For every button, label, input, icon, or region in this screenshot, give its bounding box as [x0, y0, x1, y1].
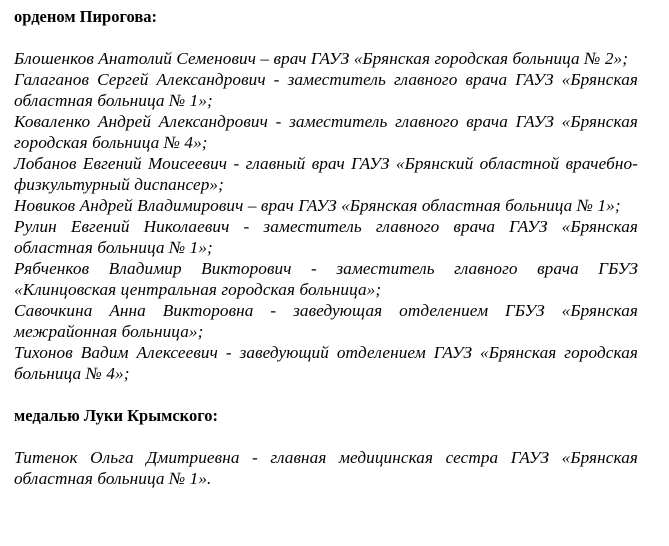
section-heading-pirogov-order: орденом Пирогова:: [14, 7, 158, 26]
list-item: Лобанов Евгений Моисеевич - главный врач ГАУЗ «Брянский областной врачебно-физкультурный диспансер»;: [14, 154, 638, 194]
award-list-pirogov-order: [14, 48, 638, 384]
spacer: [14, 384, 638, 405]
section-heading-luka-medal: медалью Луки Крымского:: [14, 406, 219, 425]
list-item: Новиков Андрей Владимирович – врач ГАУЗ «Брянская областная больница № 1»;: [14, 196, 621, 215]
list-item: Тихонов Вадим Алексеевич - заведующий отделением ГАУЗ «Брянская городская больница № 4»;: [14, 343, 638, 383]
spacer: [14, 27, 638, 48]
award-list-luka-medal: [14, 447, 638, 489]
document-body: [14, 0, 638, 489]
spacer: [14, 426, 638, 447]
list-item: Титенок Ольга Дмитриевна - главная медицинская сестра ГАУЗ «Брянская областная больница № 1».: [14, 448, 638, 488]
list-item: Блошенков Анатолий Семенович – врач ГАУЗ «Брянская городская больница № 2»;: [14, 49, 629, 68]
list-item: Рулин Евгений Николаевич - заместитель главного врача ГАУЗ «Брянская областная больница № 1»;: [14, 217, 638, 257]
list-item: Коваленко Андрей Александрович - заместитель главного врача ГАУЗ «Брянская городская больница № 4»;: [14, 112, 638, 152]
list-item: Рябченков Владимир Викторович - заместитель главного врача ГБУЗ «Клинцовская центральная городская больница»;: [14, 259, 638, 299]
list-item: Галаганов Сергей Александрович - заместитель главного врача ГАУЗ «Брянская областная больница № 1»;: [14, 70, 638, 110]
list-item: Савочкина Анна Викторовна - заведующая отделением ГБУЗ «Брянская межрайонная больница»;: [14, 301, 638, 341]
